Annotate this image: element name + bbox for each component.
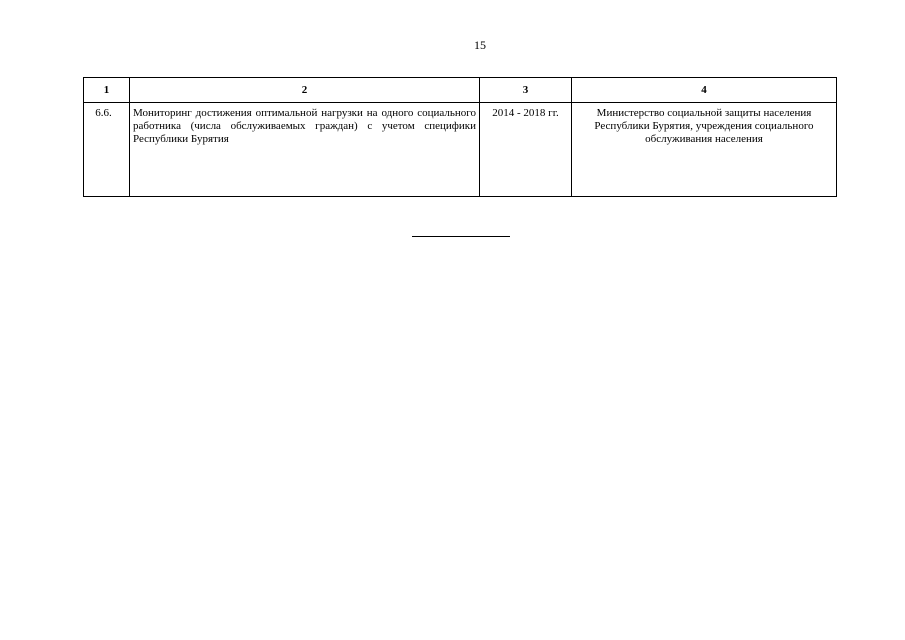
document-table — [83, 77, 837, 197]
end-of-document-rule — [412, 236, 510, 237]
table-row — [84, 103, 837, 197]
column-header-2: 2 — [130, 78, 480, 103]
column-header-4: 4 — [572, 78, 837, 103]
column-header-3: 3 — [480, 78, 572, 103]
row-executor-cell: Министерство социальной защиты населения Республики Бурятия, учреждения социального обслуживания населения — [572, 103, 837, 197]
row-period-cell: 2014 - 2018 гг. — [480, 103, 572, 197]
row-description-cell: Мониторинг достижения оптимальной нагрузки на одного социального работника (числа обслуживаемых граждан) с учетом специфики Республики Бурятия — [130, 103, 480, 197]
page-number: 15 — [474, 38, 486, 52]
row-number-cell: 6.6. — [84, 103, 130, 197]
column-header-1: 1 — [84, 78, 130, 103]
table-header-row — [84, 78, 837, 103]
